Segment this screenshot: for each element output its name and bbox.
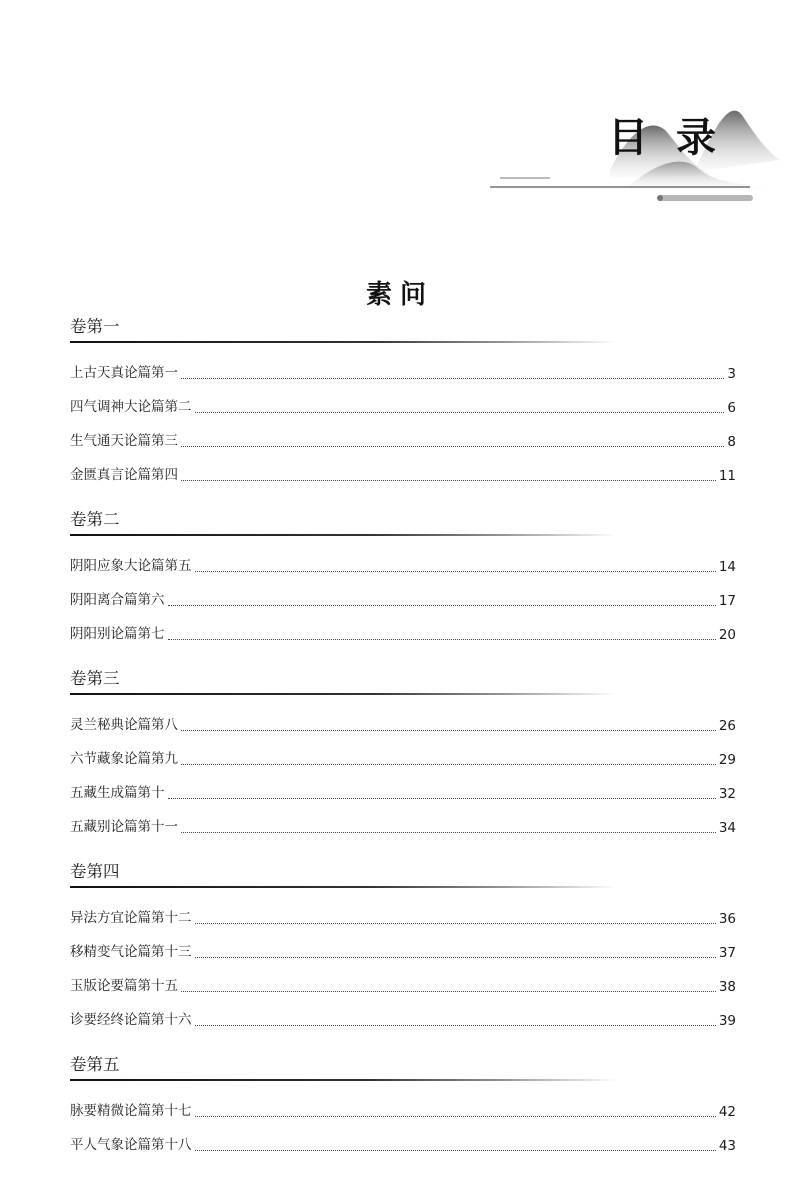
dot-leader (168, 605, 716, 606)
entry-page-number: 34 (718, 820, 736, 836)
dot-leader (195, 1150, 716, 1151)
dot-leader (195, 412, 725, 413)
entry-page-number: 42 (718, 1104, 736, 1120)
entry-title: 阴阳离合篇第六 (70, 592, 165, 608)
entry-title: 诊要经终论篇第十六 (70, 1012, 192, 1028)
toc-volume (70, 316, 736, 486)
entry-title: 阴阳别论篇第七 (70, 626, 165, 642)
volume-divider (70, 534, 618, 536)
dot-leader (195, 923, 716, 924)
dot-leader (181, 480, 716, 481)
dot-leader (195, 1025, 716, 1026)
entry-page-number: 8 (727, 434, 736, 450)
toc-entry[interactable] (70, 1122, 736, 1156)
toc-entry[interactable] (70, 702, 736, 736)
section-title: 素问 (365, 280, 434, 310)
toc-entry[interactable] (70, 452, 736, 486)
dot-leader (195, 1116, 716, 1117)
toc-entry[interactable] (70, 611, 736, 645)
entry-title: 平人气象论篇第十八 (70, 1137, 192, 1153)
entry-title: 阴阳应象大论篇第五 (70, 558, 192, 574)
toc-entry[interactable] (70, 736, 736, 770)
volume-divider (70, 341, 618, 343)
dot-leader (168, 798, 716, 799)
volume-divider (70, 886, 618, 888)
entry-page-number: 39 (718, 1013, 736, 1029)
volume-divider (70, 693, 618, 695)
entry-title: 移精变气论篇第十三 (70, 944, 192, 960)
volume-divider (70, 1079, 618, 1081)
toc-entry[interactable] (70, 577, 736, 611)
volume-title: 卷第四 (70, 862, 120, 881)
volume-title: 卷第一 (70, 317, 120, 336)
dot-leader (181, 446, 724, 447)
toc-volume (70, 1054, 736, 1156)
volume-title: 卷第五 (70, 1055, 120, 1074)
toc-entry[interactable] (70, 804, 736, 838)
entry-title: 五藏别论篇第十一 (70, 819, 178, 835)
toc-entry[interactable] (70, 384, 736, 418)
entry-page-number: 36 (718, 911, 736, 927)
toc-volume (70, 861, 736, 1031)
toc-entry[interactable] (70, 543, 736, 577)
dot-leader (195, 571, 716, 572)
entry-title: 灵兰秘典论篇第八 (70, 717, 178, 733)
entry-page-number: 3 (727, 366, 736, 382)
entry-page-number: 43 (718, 1138, 736, 1154)
volume-title: 卷第三 (70, 669, 120, 688)
dot-leader (181, 832, 716, 833)
entry-page-number: 20 (718, 627, 736, 643)
volume-title: 卷第二 (70, 510, 120, 529)
toc-entry[interactable] (70, 963, 736, 997)
toc-entry[interactable] (70, 770, 736, 804)
toc-volume (70, 509, 736, 645)
entry-page-number: 14 (718, 559, 736, 575)
dot-leader (181, 730, 716, 731)
toc-entry[interactable] (70, 997, 736, 1031)
entry-page-number: 6 (727, 400, 736, 416)
entry-page-number: 29 (718, 752, 736, 768)
table-of-contents (70, 316, 736, 1179)
toc-volume (70, 668, 736, 838)
entry-title: 玉版论要篇第十五 (70, 978, 178, 994)
dot-leader (195, 957, 716, 958)
entry-page-number: 32 (718, 786, 736, 802)
entry-title: 上古天真论篇第一 (70, 365, 178, 381)
dot-leader (168, 639, 716, 640)
entry-title: 金匮真言论篇第四 (70, 467, 178, 483)
entry-title: 脉要精微论篇第十七 (70, 1103, 192, 1119)
entry-page-number: 26 (718, 718, 736, 734)
entry-page-number: 17 (718, 593, 736, 609)
toc-entry[interactable] (70, 929, 736, 963)
toc-entry[interactable] (70, 418, 736, 452)
dot-leader (181, 378, 724, 379)
entry-title: 异法方宜论篇第十二 (70, 910, 192, 926)
toc-entry[interactable] (70, 1088, 736, 1122)
entry-title: 四气调神大论篇第二 (70, 399, 192, 415)
entry-title: 五藏生成篇第十 (70, 785, 165, 801)
entry-page-number: 37 (718, 945, 736, 961)
entry-title: 六节藏象论篇第九 (70, 751, 178, 767)
toc-entry[interactable] (70, 350, 736, 384)
toc-entry[interactable] (70, 895, 736, 929)
entry-page-number: 11 (718, 468, 736, 484)
dot-leader (181, 764, 716, 765)
entry-title: 生气通天论篇第三 (70, 433, 178, 449)
page-title: 目录 (608, 114, 744, 161)
entry-page-number: 38 (718, 979, 736, 995)
dot-leader (181, 991, 716, 992)
